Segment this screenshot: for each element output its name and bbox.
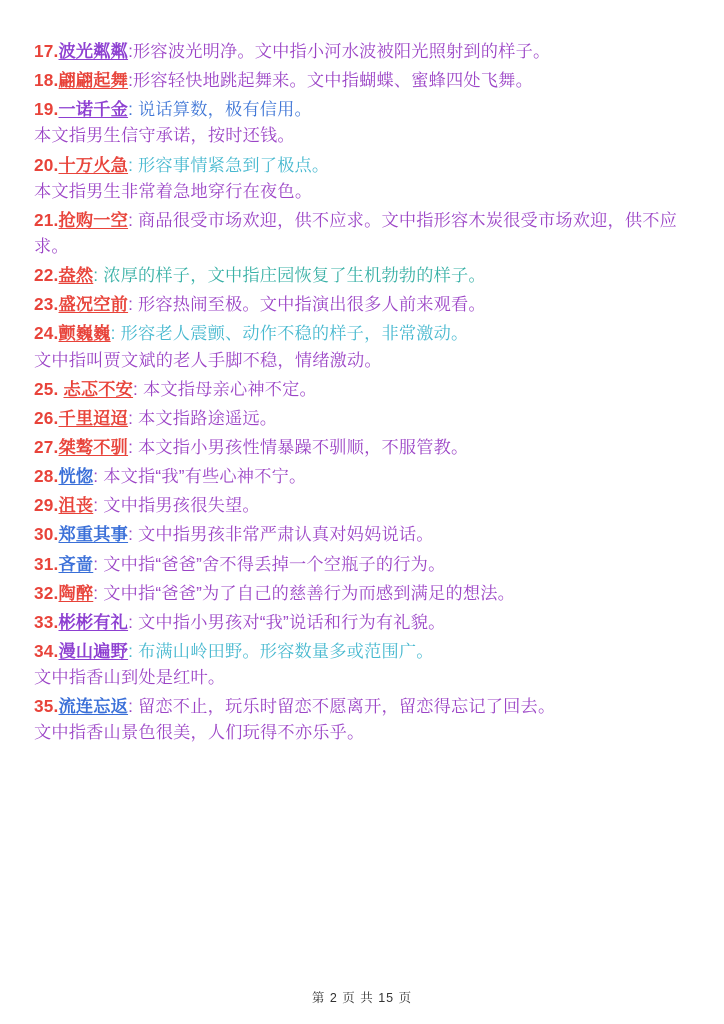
entry-definition: 留恋不止，玩乐时留恋不愿离开，留恋得忘记了回去。 (138, 696, 556, 717)
list-item (34, 693, 694, 745)
entry-note: 本文指男生信守承诺，按时还钱。 (34, 125, 295, 146)
entry-definition: 说话算数，极有信用。 (138, 99, 312, 120)
entry-definition: 本文指路途遥远。 (138, 407, 278, 428)
entry-separator: : (93, 582, 99, 603)
entry-term: 桀骜不驯 (58, 436, 129, 457)
entry-number: 29. (34, 495, 59, 516)
entry-separator: : (128, 436, 134, 457)
entry-definition: 布满山岭田野。形容数量多或范围广。 (138, 640, 434, 661)
entry-term: 颤巍巍 (58, 323, 111, 344)
entry-term: 波光粼粼 (58, 41, 129, 61)
entry-separator: : (128, 407, 134, 428)
entry-number: 25. (34, 378, 59, 399)
list-item (34, 638, 694, 690)
list-item (34, 492, 694, 518)
list-item (34, 405, 694, 431)
entry-separator: : (93, 466, 99, 487)
entry-separator: : (128, 209, 134, 230)
entry-separator: : (93, 495, 99, 516)
entry-term: 吝啬 (58, 553, 94, 574)
entry-separator: : (128, 524, 134, 545)
entry-definition: 形容事情紧急到了极点。 (138, 154, 330, 175)
entry-term: 彬彬有礼 (58, 611, 129, 632)
entry-separator: : (93, 265, 99, 286)
entry-note: 文中指香山景色很美，人们玩得不亦乐乎。 (34, 722, 365, 743)
entry-separator: : (128, 154, 134, 175)
list-item (34, 152, 694, 204)
list-item (34, 580, 694, 606)
list-item (34, 67, 694, 93)
entry-term: 沮丧 (58, 495, 94, 516)
entry-separator: : (128, 99, 134, 120)
entry-number: 34. (34, 640, 59, 661)
list-item (34, 291, 694, 317)
entry-definition: 文中指“爸爸”舍不得丢掉一个空瓶子的行为。 (103, 553, 446, 574)
entry-term: 翩翩起舞 (58, 70, 129, 91)
entry-separator: : (128, 41, 134, 61)
entry-term: 一诺千金 (58, 99, 129, 120)
entry-separator: : (128, 640, 134, 661)
entry-definition: 本文指“我”有些心神不宁。 (103, 466, 307, 487)
list-item (34, 207, 694, 259)
entry-number: 24. (34, 323, 59, 344)
entry-separator: : (133, 378, 139, 399)
entry-term: 郑重其事 (58, 524, 129, 545)
entry-definition: 浓厚的样子，文中指庄园恢复了生机勃勃的样子。 (103, 265, 486, 286)
entry-note: 本文指男生非常着急地穿行在夜色。 (34, 180, 313, 201)
entry-number: 26. (34, 407, 59, 428)
entry-number: 28. (34, 466, 59, 487)
entry-number: 22. (34, 265, 59, 286)
entry-term: 抢购一空 (58, 209, 129, 230)
entry-separator: : (93, 553, 99, 574)
entry-number: 19. (34, 99, 59, 120)
list-item (34, 521, 694, 547)
entry-definition: 形容轻快地跳起舞来。文中指蝴蝶、蜜蜂四处飞舞。 (133, 70, 533, 91)
entry-definition: 形容热闹至极。文中指演出很多人前来观看。 (138, 294, 486, 315)
entry-number: 23. (34, 294, 59, 315)
entry-number: 32. (34, 582, 59, 603)
list-item (34, 96, 694, 148)
entry-definition: 文中指“爸爸”为了自己的慈善行为而感到满足的想法。 (103, 582, 516, 603)
list-item (34, 609, 694, 635)
entry-term: 恍惚 (58, 466, 94, 487)
entry-separator: : (128, 70, 134, 91)
entry-definition: 商品很受市场欢迎，供不应求。文中指形容木炭很受市场欢迎，供不应求。 (34, 209, 678, 256)
list-item (34, 320, 694, 372)
entry-number: 17. (34, 41, 59, 61)
entry-definition: 本文指母亲心神不定。 (143, 378, 317, 399)
entry-number: 35. (34, 696, 59, 717)
entry-definition: 本文指小男孩性情暴躁不驯顺，不服管教。 (138, 436, 469, 457)
entry-separator: : (128, 294, 134, 315)
list-item (34, 376, 694, 402)
entry-term: 陶醉 (58, 582, 94, 603)
entry-separator: : (128, 696, 134, 717)
entry-number: 27. (34, 436, 59, 457)
list-item (34, 38, 694, 64)
list-item (34, 262, 694, 288)
entry-separator: : (128, 611, 134, 632)
entry-term: 盎然 (58, 265, 94, 286)
entry-term: 忐忑不安 (63, 378, 134, 399)
entry-term: 千里迢迢 (58, 407, 129, 428)
entry-definition: 文中指小男孩对“我”说话和行为有礼貌。 (138, 611, 446, 632)
entry-number: 20. (34, 154, 59, 175)
entry-definition: 文中指男孩非常严肃认真对妈妈说话。 (138, 524, 434, 545)
entry-term: 十万火急 (58, 154, 129, 175)
list-item (34, 434, 694, 460)
entry-number: 21. (34, 209, 59, 230)
entry-definition: 文中指男孩很失望。 (103, 495, 260, 516)
list-item (34, 551, 694, 577)
entry-number: 18. (34, 70, 59, 91)
entry-definition: 形容波光明净。文中指小河水波被阳光照射到的样子。 (133, 41, 551, 61)
page-footer: 第 2 页 共 15 页 (311, 991, 413, 1005)
entry-note: 文中指香山到处是红叶。 (34, 667, 226, 688)
entry-number: 30. (34, 524, 59, 545)
list-item (34, 463, 694, 489)
entry-note: 文中指叫贾文斌的老人手脚不稳，情绪激动。 (34, 349, 382, 370)
entry-term: 漫山遍野 (58, 640, 129, 661)
entry-definition: 形容老人震颤、动作不稳的样子，非常激动。 (120, 323, 469, 344)
entry-number: 31. (34, 553, 59, 574)
entry-term: 盛况空前 (58, 294, 129, 315)
entry-number: 33. (34, 611, 59, 632)
entry-separator: : (110, 323, 116, 344)
entry-term: 流连忘返 (58, 696, 129, 717)
